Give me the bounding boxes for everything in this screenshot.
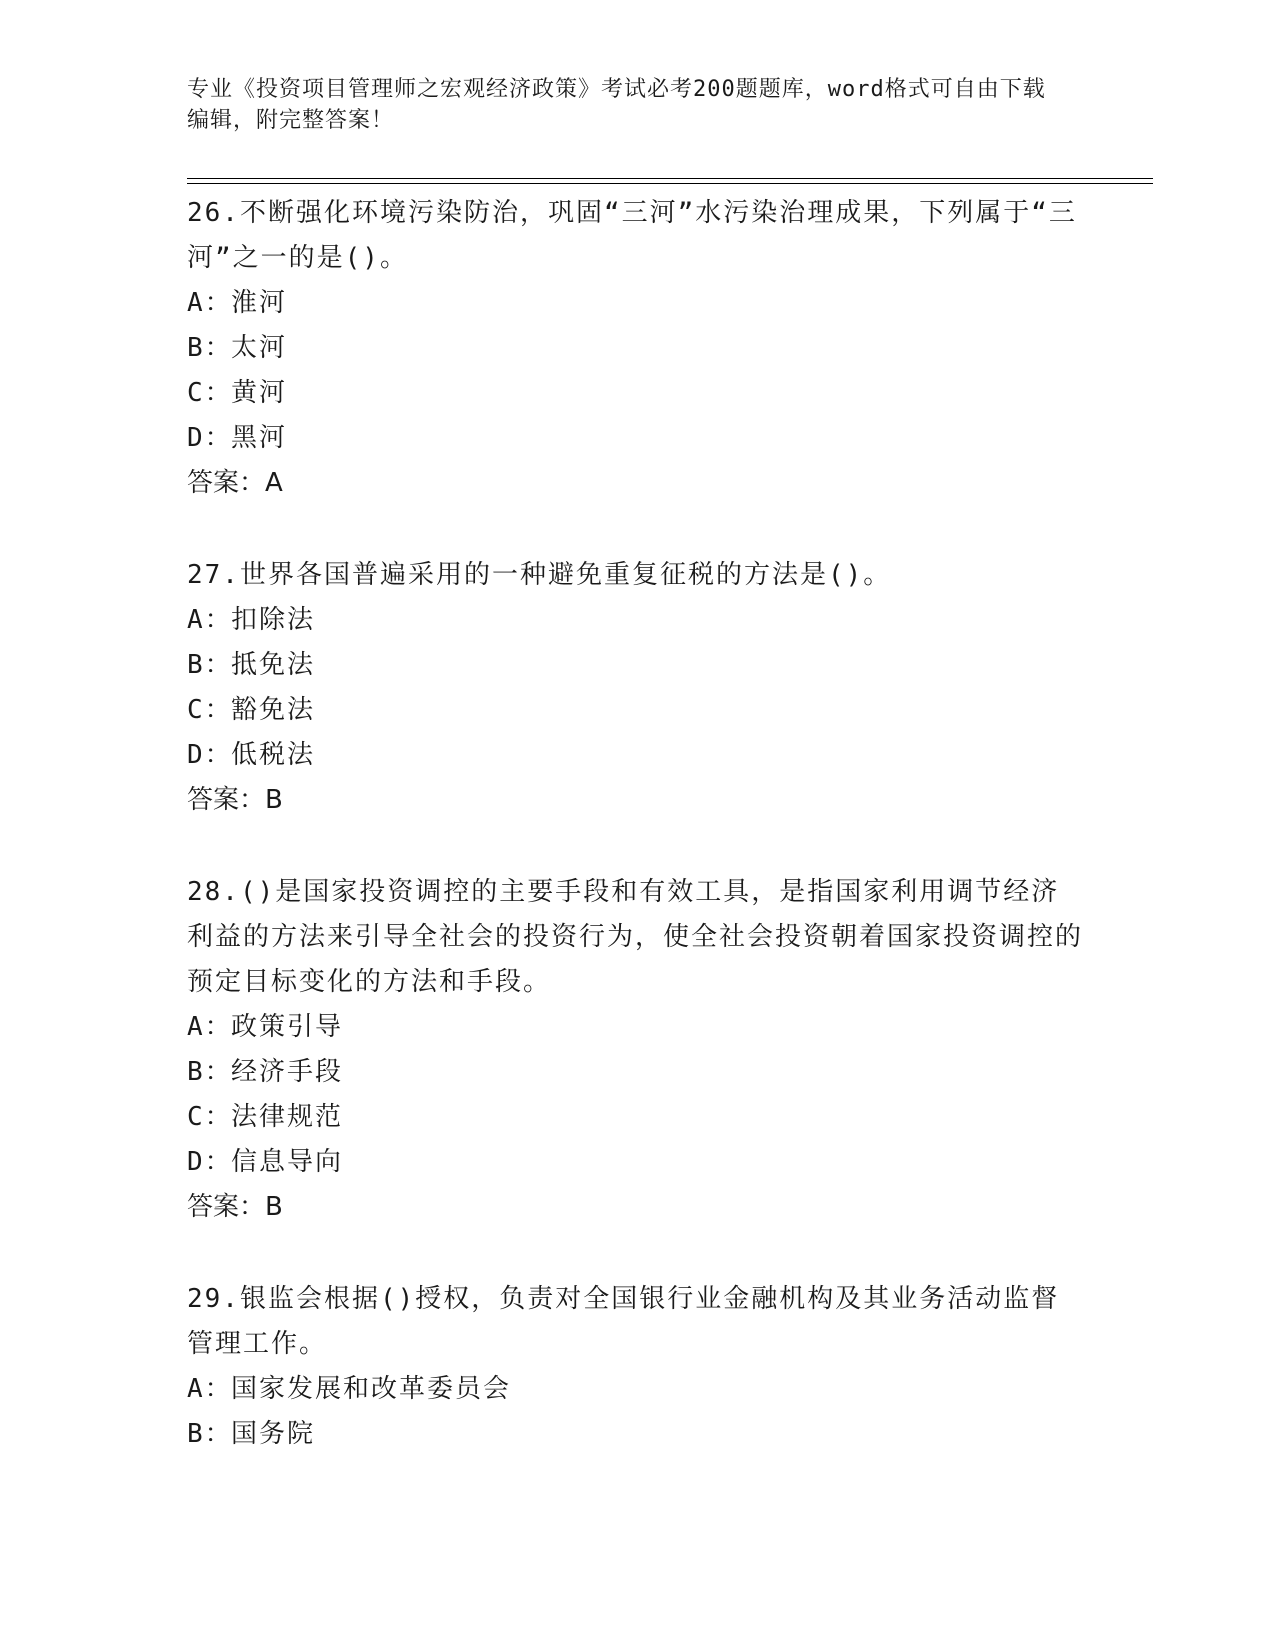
option-a — [187, 281, 1087, 326]
option-text: 法律规范 — [231, 1102, 344, 1132]
option-text: 太河 — [231, 333, 288, 363]
option-b — [187, 326, 1087, 371]
option-text: 黑河 — [231, 423, 288, 453]
option-b — [187, 1050, 1087, 1095]
option-key: A： — [187, 605, 233, 635]
option-key: C： — [187, 378, 233, 408]
question-list — [187, 191, 1087, 1504]
option-text: 抵免法 — [231, 650, 316, 680]
option-b — [187, 1412, 1087, 1457]
option-key: B： — [187, 1419, 233, 1449]
option-key: D： — [187, 1147, 233, 1177]
option-text: 低税法 — [231, 740, 316, 770]
question-27 — [187, 553, 1087, 823]
option-text: 淮河 — [231, 288, 288, 318]
option-key: C： — [187, 1102, 233, 1132]
option-text: 黄河 — [231, 378, 288, 408]
option-a — [187, 1005, 1087, 1050]
option-text: 政策引导 — [231, 1012, 344, 1042]
header-rule-bottom — [187, 183, 1153, 184]
option-a — [187, 1367, 1087, 1412]
option-a — [187, 598, 1087, 643]
option-key: A： — [187, 288, 233, 318]
page-header: 专业《投资项目管理师之宏观经济政策》考试必考200题题库，word格式可自由下载编辑，附完整答案！ — [187, 77, 1046, 133]
option-d — [187, 1140, 1087, 1185]
option-key: A： — [187, 1374, 233, 1404]
option-c — [187, 1095, 1087, 1140]
option-text: 豁免法 — [231, 695, 316, 725]
option-key: B： — [187, 333, 233, 363]
option-d — [187, 733, 1087, 778]
question-28 — [187, 870, 1087, 1230]
question-text: 27.世界各国普遍采用的一种避免重复征税的方法是()。 — [187, 560, 892, 590]
option-key: D： — [187, 423, 233, 453]
option-d — [187, 416, 1087, 461]
option-key: D： — [187, 740, 233, 770]
option-text: 国务院 — [231, 1419, 316, 1449]
option-b — [187, 643, 1087, 688]
answer: 答案：B — [187, 785, 283, 815]
option-c — [187, 371, 1087, 416]
question-text: 28.()是国家投资调控的主要手段和有效工具，是指国家利用调节经济利益的方法来引导全社会的投资行为，使全社会投资朝着国家投资调控的预定目标变化的方法和手段。 — [187, 877, 1084, 997]
option-text: 国家发展和改革委员会 — [231, 1374, 512, 1404]
answer: 答案：B — [187, 1192, 283, 1222]
header-rule-top — [187, 178, 1153, 179]
option-text: 经济手段 — [231, 1057, 344, 1087]
answer: 答案：A — [187, 468, 283, 498]
option-key: C： — [187, 695, 233, 725]
option-key: A： — [187, 1012, 233, 1042]
question-text: 26.不断强化环境污染防治，巩固“三河”水污染治理成果，下列属于“三河”之一的是()。 — [187, 198, 1077, 273]
question-26 — [187, 191, 1087, 506]
option-text: 扣除法 — [231, 605, 316, 635]
option-text: 信息导向 — [231, 1147, 344, 1177]
option-key: B： — [187, 650, 233, 680]
option-key: B： — [187, 1057, 233, 1087]
option-c — [187, 688, 1087, 733]
question-text: 29.银监会根据()授权，负责对全国银行业金融机构及其业务活动监督管理工作。 — [187, 1284, 1060, 1359]
question-29 — [187, 1277, 1087, 1457]
